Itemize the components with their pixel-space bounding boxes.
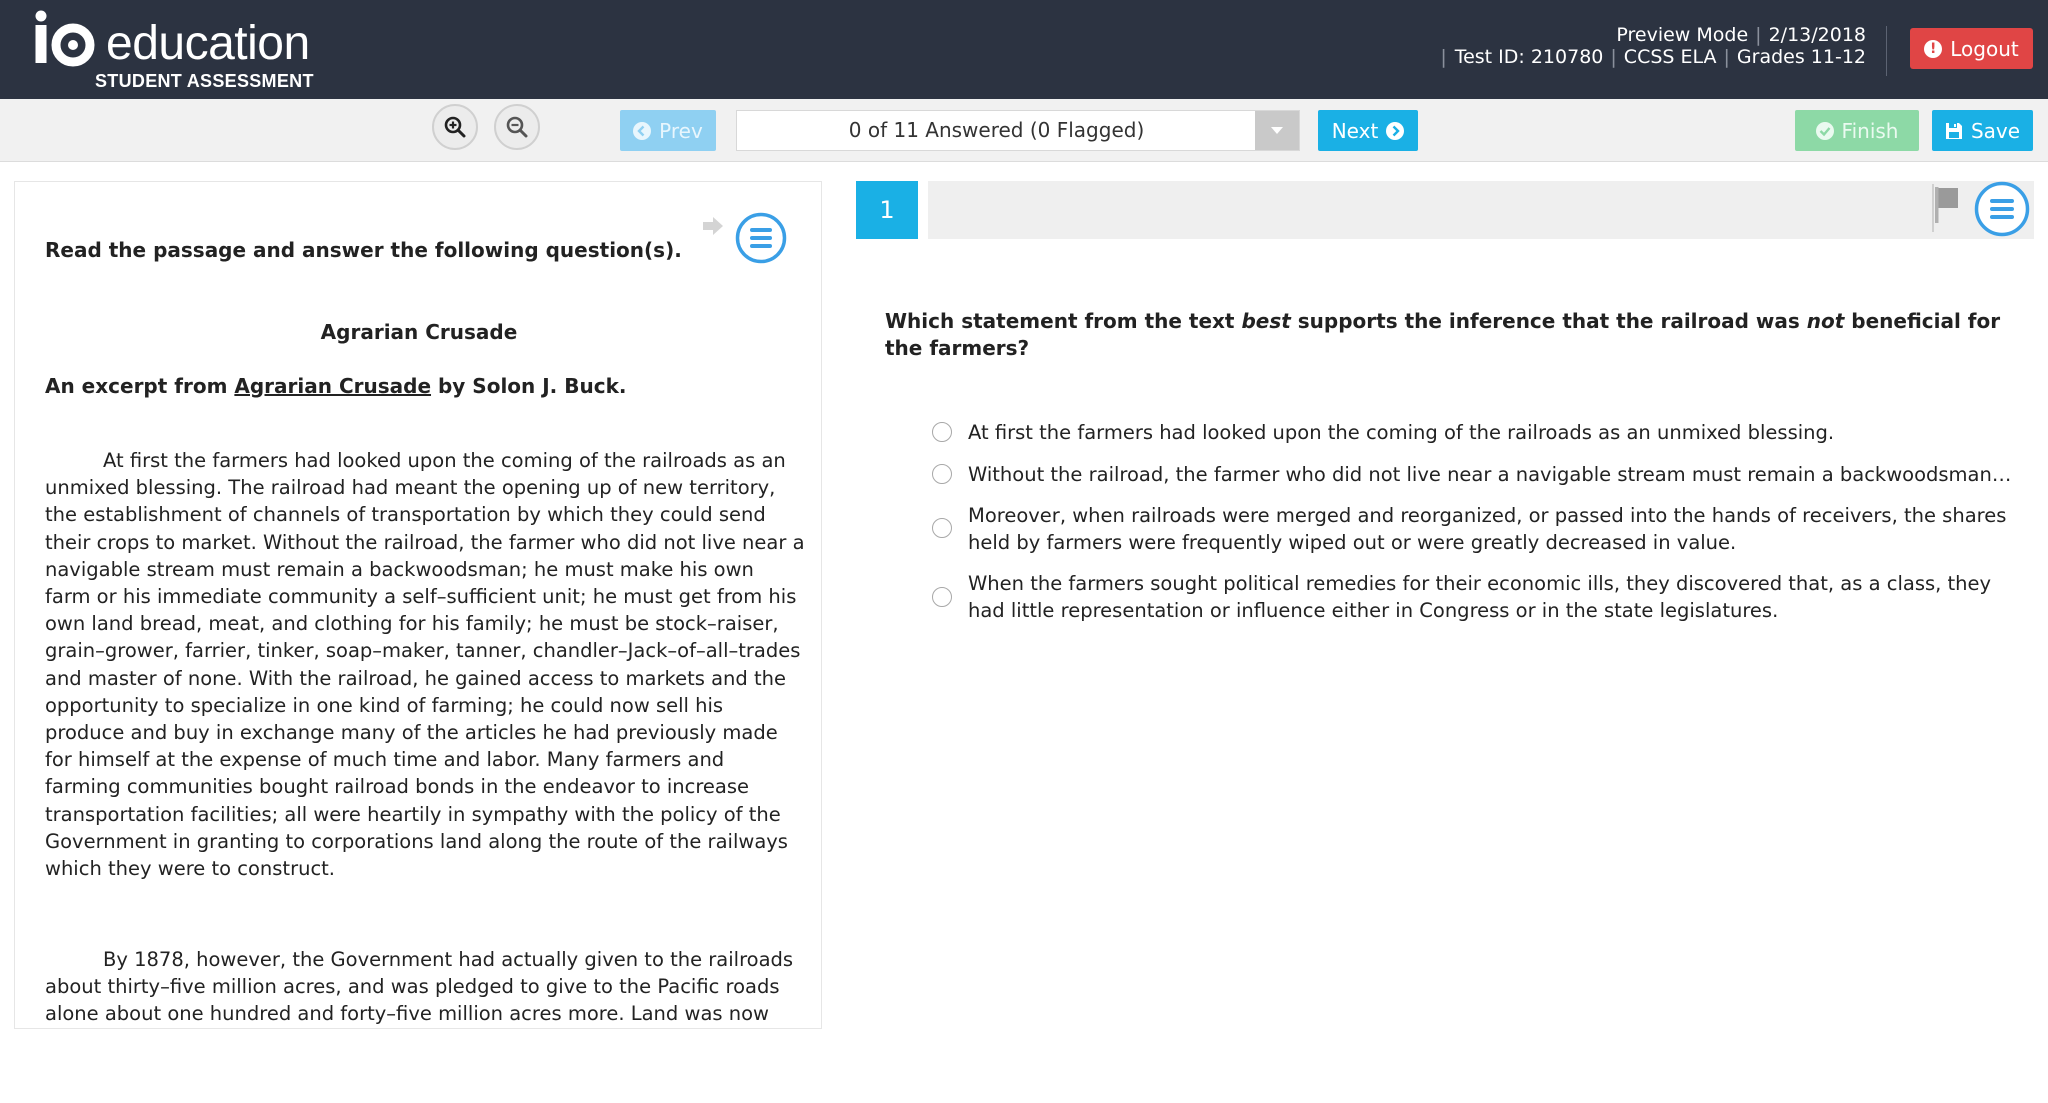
caret-down-icon — [1270, 126, 1284, 135]
question-progress-select[interactable] — [736, 110, 1300, 151]
question-number-badge: 1 — [856, 181, 918, 239]
dropdown-toggle[interactable] — [1255, 111, 1299, 150]
answer-choice-text: When the farmers sought political remedies for their economic ills, they discovered that, as a class, they had little representation or influence either in Congress or in the state legislatures. — [968, 572, 1992, 623]
app-header — [0, 0, 2048, 99]
passage-instruction: Read the passage and answer the following question(s). — [45, 238, 682, 262]
flag-icon[interactable] — [1932, 186, 1962, 224]
logo-subtitle: STUDENT ASSESSMENT — [95, 71, 314, 91]
next-label: Next — [1331, 118, 1379, 143]
finish-label: Finish — [1841, 118, 1899, 143]
test-id: Test ID: 210780 — [1454, 46, 1604, 68]
io-education-logo — [32, 8, 332, 94]
passage-tools-menu-icon[interactable] — [735, 212, 787, 264]
passage-title: Agrarian Crusade — [320, 320, 518, 344]
header-divider — [1886, 26, 1887, 76]
source-book-title: Agrarian Crusade — [234, 374, 432, 398]
answer-choice-text: Without the railroad, the farmer who did not live near a navigable stream must remain a backwoodsman… — [968, 463, 2012, 486]
next-button[interactable] — [1318, 110, 1418, 151]
save-button[interactable] — [1932, 110, 2033, 151]
answer-choice-text: Moreover, when railroads were merged and reorganized, or passed into the hands of receivers, the shares held by farmers were frequently wiped out or were greatly decreased in value. — [968, 504, 2007, 555]
passage-panel — [14, 181, 822, 1029]
question-header-bar — [928, 181, 2034, 239]
logout-label: Logout — [1950, 36, 2019, 61]
floppy-disk-icon — [1945, 122, 1963, 140]
passage-source — [45, 374, 626, 398]
radio-button[interactable] — [932, 422, 952, 442]
radio-button[interactable] — [932, 518, 952, 538]
answer-choice-text: At first the farmers had looked upon the coming of the railroads as an unmixed blessing. — [968, 421, 1835, 444]
prev-button[interactable] — [620, 110, 716, 151]
radio-button[interactable] — [932, 464, 952, 484]
meta-line-1: Preview Mode | 2/13/2018 — [1616, 24, 1866, 46]
arrow-left-circle-icon — [633, 122, 651, 140]
io-logo-mark-icon — [32, 8, 98, 74]
progress-text: 0 of 11 Answered (0 Flagged) — [848, 118, 1145, 142]
source-author: by Solon J. Buck. — [431, 374, 627, 398]
passage-paragraph: At first the farmers had looked upon the coming of the railroads as an unmixed blessing. The railroad had meant the opening up of new territory, the establishment of channels of transportation by which they could send their crops to market. Without the railroad, the farmer who did not live near a navigable stream must remain a backwoodsman; he must make his own farm or his immediate community a self–sufficient unit; he must get from his own land bread, meat, and clothing for his family; he must be stock–raiser, grain–grower, farrier, tinker, soap–maker, tanner, chandler–Jack–of–all–trades and master of none. With the railroad, he gained access to markets and the opportunity to specialize in one kind of farming; he could now sell his produce and buy in exchange many of the articles he had previously made for himself at the expense of much time and labor. Many farmers and farming communities bought railroad bonds in the endeavor to increase transportation facilities; all were heartily in sympathy with the policy of the Government in granting to corporations land along the route of the railways which they were to construct. — [45, 449, 805, 881]
zoom-out-icon — [505, 115, 529, 139]
alert-icon: ! — [1924, 40, 1942, 58]
check-circle-icon — [1816, 122, 1834, 140]
test-grades: Grades 11-12 — [1736, 46, 1866, 68]
test-date: 2/13/2018 — [1768, 24, 1866, 46]
radio-button[interactable] — [932, 587, 952, 607]
navigation-toolbar — [0, 99, 2048, 162]
logo-wordmark: education — [106, 17, 310, 70]
finish-button[interactable] — [1795, 110, 1919, 151]
zoom-in-button[interactable] — [432, 104, 478, 150]
logout-button[interactable] — [1910, 28, 2033, 69]
question-tools-menu-icon[interactable] — [1974, 181, 2030, 237]
zoom-out-button[interactable] — [494, 104, 540, 150]
passage-paragraph: By 1878, however, the Government had actually given to the railroads about thirty–five million acres, and was pledged to give to the Pacific roads alone about one hundred and forty–five million acres more. Land was now — [45, 948, 794, 1026]
preview-mode-label: Preview Mode — [1616, 24, 1749, 46]
prev-label: Prev — [659, 118, 703, 143]
test-meta — [1440, 24, 1866, 68]
arrow-right-circle-icon — [1386, 122, 1404, 140]
test-subject: CCSS ELA — [1623, 46, 1717, 68]
arrow-right-icon[interactable] — [701, 216, 725, 236]
meta-line-2: | Test ID: 210780 | CCSS ELA | Grades 11-12 — [1440, 46, 1866, 68]
zoom-in-icon — [443, 115, 467, 139]
save-label: Save — [1970, 118, 2021, 143]
source-prefix: An excerpt from — [45, 374, 235, 398]
question-stem: Which statement from the text best supports the inference that the railroad was not beneficial for the farmers? — [885, 309, 2001, 360]
